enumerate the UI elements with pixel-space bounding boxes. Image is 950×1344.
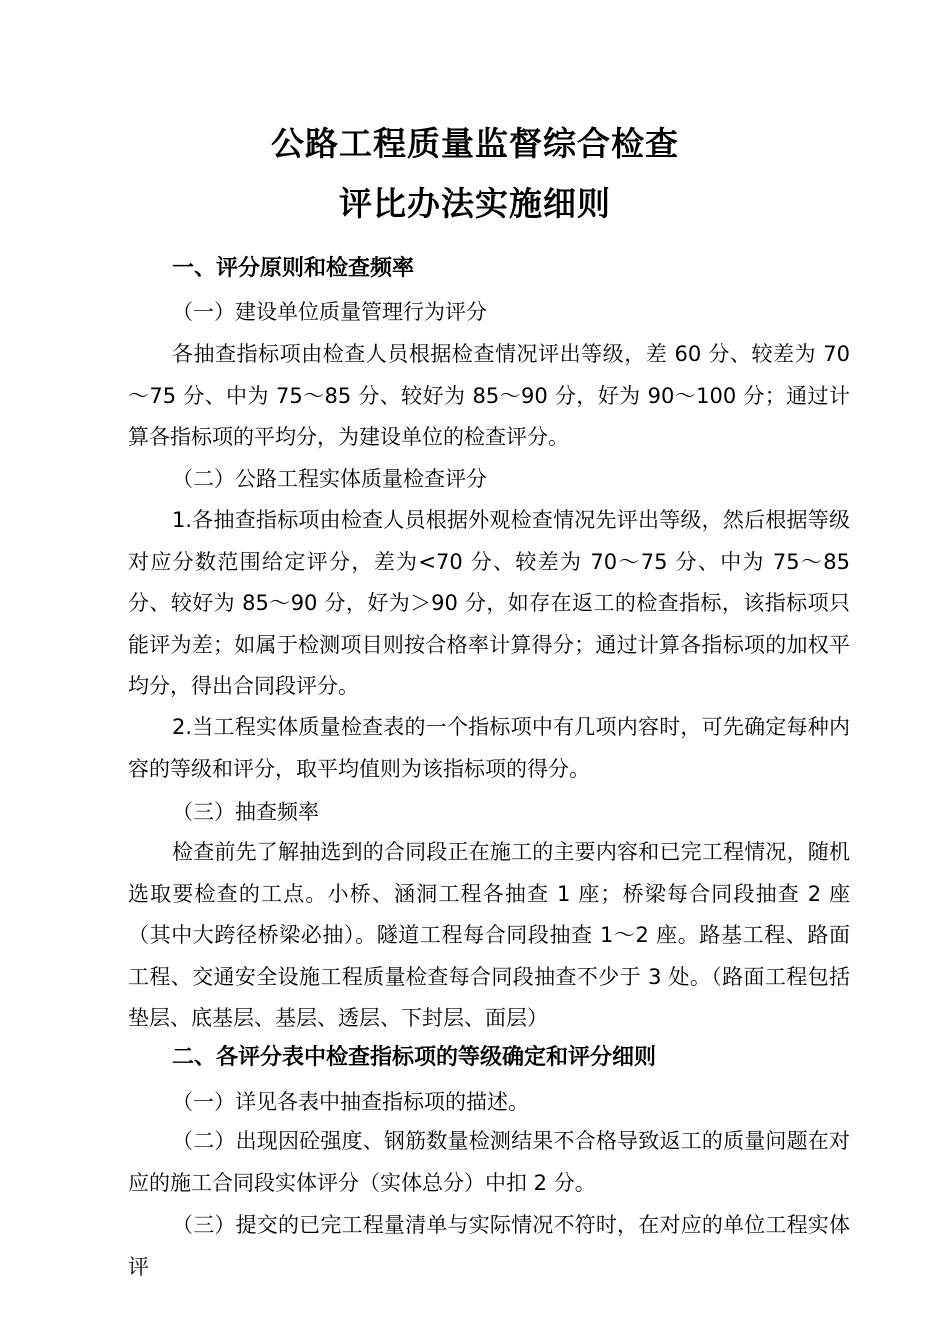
section1-heading: 一、评分原则和检查频率	[172, 256, 415, 281]
section1-para2: 1.各抽查指标项由检查人员根据外观检查情况先评出等级，然后根据等级对应分数范围给定评分，差为<70 分、较差为 70～75 分、中为 75～85 分、较好为 85～90 分，好为＞90 分，如存在返工的检查指标，该指标项只能评为差；如属于检测项目则按合格率计算得分；通过计算各指标项的加权平均分，得出合同段评分。	[128, 508, 850, 698]
section2-para2: （三）提交的已完工程量清单与实际情况不符时，在对应的单位工程实体评	[128, 1213, 850, 1279]
section2-heading: 二、各评分表中检查指标项的等级确定和评分细则	[172, 1045, 657, 1070]
document-title-line1: 公路工程质量监督综合检查	[271, 124, 679, 163]
section1-para1: 各抽查指标项由检查人员根据检查情况评出等级，差 60 分、较差为 70～75 分、中为 75～85 分、较好为 85～90 分，好为 90～100 分；通过计算各指标项的平均分，为建设单位的检查评分。	[128, 342, 850, 449]
document-title-line2: 评比办法实施细则	[339, 184, 611, 223]
section1-para4: 检查前先了解抽选到的合同段正在施工的主要内容和已完工程情况，随机选取要检查的工点。小桥、涵洞工程各抽查 1 座；桥梁每合同段抽查 2 座（其中大跨径桥梁必抽）。隧道工程每合同段抽查 1～2 座。路基工程、路面工程、交通安全设施工程质量检查每合同段抽查不少于 3 处。（路面工程包括垫层、底基层、基层、透层、下封层、面层）	[128, 840, 850, 1030]
section1-sub1: （一）建设单位质量管理行为评分	[172, 300, 487, 324]
section1-sub3: （三）抽查频率	[172, 800, 319, 824]
section2-para1: （二）出现因砼强度、钢筋数量检测结果不合格导致返工的质量问题在对应的施工合同段实体评分（实体总分）中扣 2 分。	[128, 1129, 850, 1195]
section2-sub1: （一）详见各表中抽查指标项的描述。	[172, 1090, 529, 1114]
section1-sub2: （二）公路工程实体质量检查评分	[172, 467, 487, 491]
section1-para3: 2.当工程实体质量检查表的一个指标项中有几项内容时，可先确定每种内容的等级和评分，取平均值则为该指标项的得分。	[128, 715, 850, 781]
